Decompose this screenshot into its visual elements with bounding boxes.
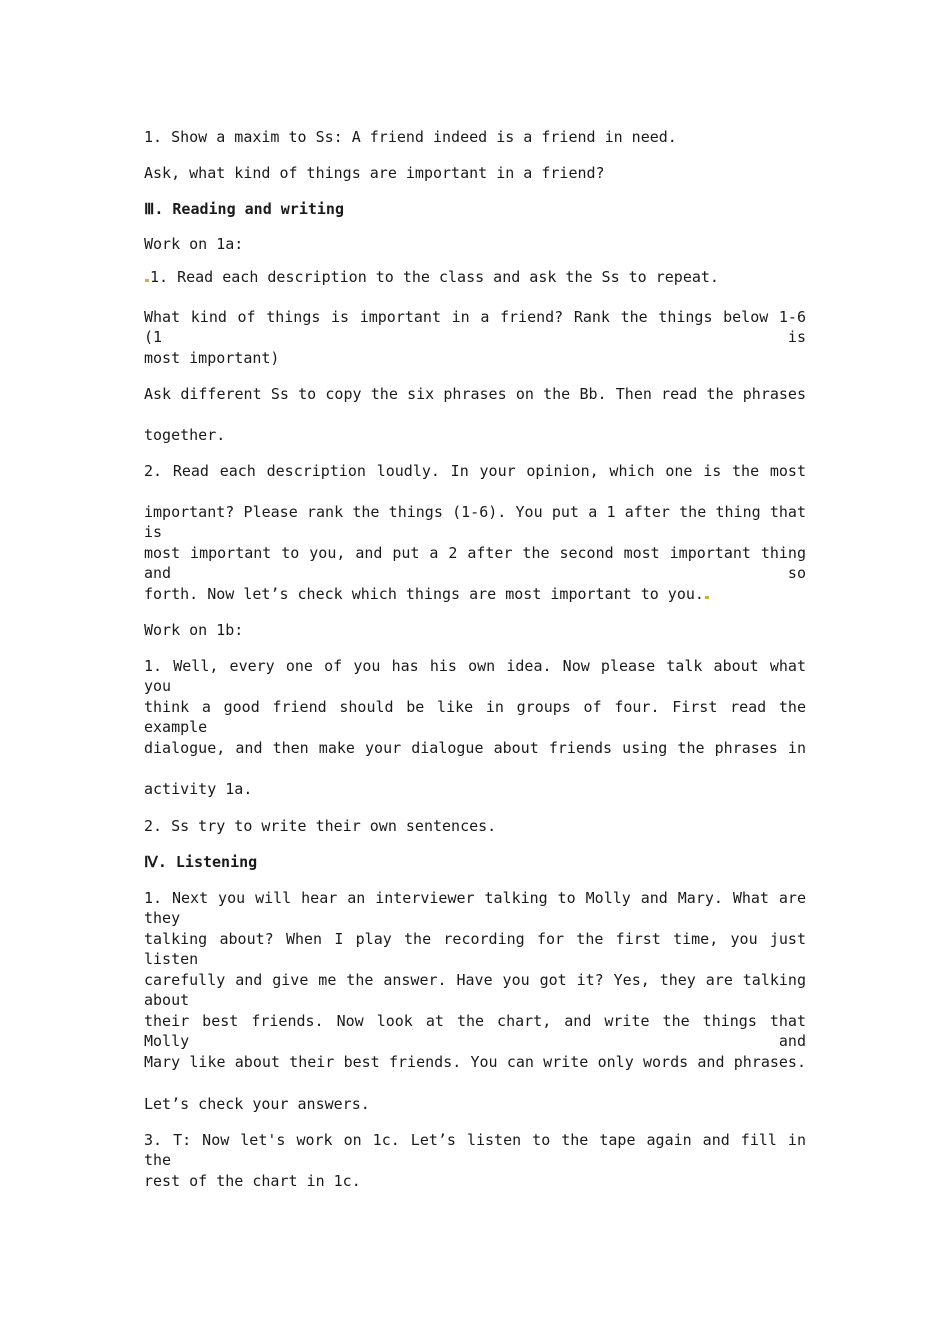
- listening-step-1-line: carefully and give me the answer. Have you got it? Yes, they are talking about: [144, 971, 806, 1009]
- work-1a-para-a-line: most important): [144, 349, 280, 367]
- work-1a-para-b-line: Ask different Ss to copy the six phrases on the Bb. Then read the phrases: [144, 385, 806, 403]
- edit-mark-icon: [145, 279, 149, 282]
- edit-mark-icon: [705, 596, 709, 599]
- work-1b-label: Work on 1b:: [144, 621, 244, 639]
- work-1a-step-2-line: most important to you, and put a 2 after the second most important thing and so: [144, 544, 806, 582]
- work-1b-step-2: 2. Ss try to write their own sentences.: [144, 817, 497, 835]
- work-1a-step-2-line: important? Please rank the things (1-6). You put a 1 after the thing that is: [144, 503, 806, 541]
- section-3-heading: Ⅲ. Reading and writing: [144, 200, 344, 218]
- work-1a-step-1-row: [144, 267, 806, 287]
- intro-line-1: 1. Show a maxim to Ss: A friend indeed is a friend in need.: [144, 128, 677, 146]
- listening-step-1-line: 1. Next you will hear an interviewer talking to Molly and Mary. What are they: [144, 889, 806, 927]
- work-1a-para-b-line: together.: [144, 426, 226, 444]
- listening-step-1-line: Mary like about their best friends. You can write only words and phrases.: [144, 1053, 806, 1071]
- listening-step-3-line: rest of the chart in 1c.: [144, 1172, 361, 1190]
- section-4-heading: Ⅳ. Listening: [144, 853, 258, 871]
- listening-step-1-line: their best friends. Now look at the chart, and write the things that Molly and: [144, 1012, 806, 1050]
- listening-step-1-line: talking about? When I play the recording for the first time, you just listen: [144, 930, 806, 968]
- work-1a-label: Work on 1a:: [144, 235, 244, 253]
- listening-step-3-line: 3. T: Now let's work on 1c. Let’s listen to the tape again and fill in the: [144, 1131, 806, 1169]
- listening-step-1-line: Let’s check your answers.: [144, 1095, 370, 1113]
- intro-line-2: Ask, what kind of things are important in a friend?: [144, 164, 605, 182]
- work-1a-step-1: 1. Read each description to the class and ask the Ss to repeat.: [150, 268, 719, 286]
- work-1b-step-1-line: 1. Well, every one of you has his own idea. Now please talk about what you: [144, 657, 806, 695]
- work-1a-step-2-line: 2. Read each description loudly. In your opinion, which one is the most: [144, 462, 806, 480]
- work-1b-step-1-line: think a good friend should be like in groups of four. First read the example: [144, 698, 806, 736]
- work-1b-step-1-line: activity 1a.: [144, 780, 253, 798]
- work-1a-step-2-line: forth. Now let’s check which things are most important to you.: [144, 585, 704, 603]
- work-1a-step-2-last-row: [144, 584, 806, 604]
- work-1a-para-a-line: What kind of things is important in a friend? Rank the things below 1-6 (1 is: [144, 308, 806, 346]
- work-1b-step-1-line: dialogue, and then make your dialogue about friends using the phrases in: [144, 739, 806, 757]
